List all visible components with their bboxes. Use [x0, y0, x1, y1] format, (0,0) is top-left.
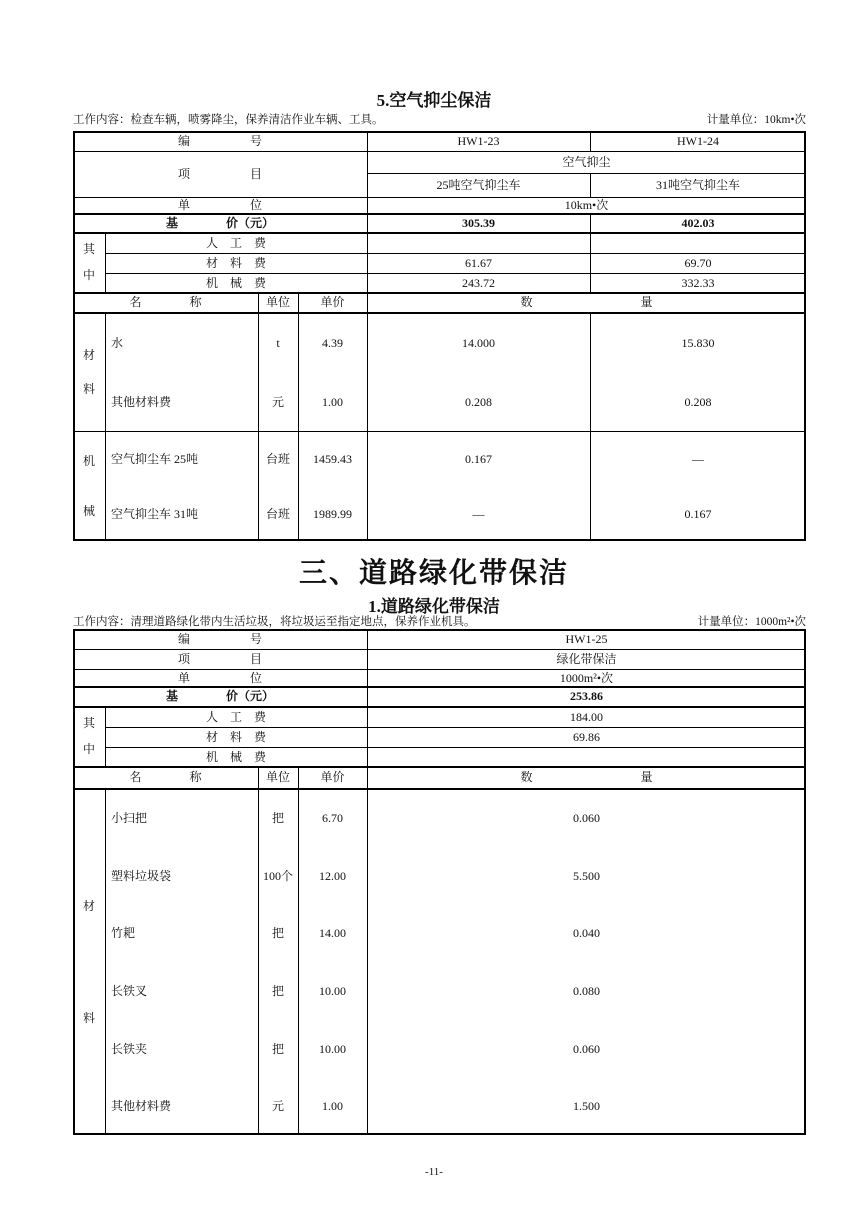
base-price-value: 253.86 [570, 689, 603, 703]
section5-unit-note: 计量单位：10km•次 [706, 114, 806, 126]
material-unit: 把 [271, 984, 284, 998]
labor-fee-value: 184.00 [570, 709, 603, 724]
material-qty: 0.060 [573, 811, 600, 825]
code-value: HW1-25 [565, 632, 608, 646]
material-unit: 元 [271, 394, 284, 409]
machine-fee-label: 机 械 费 [205, 749, 266, 764]
machine-group-label [73, 431, 105, 541]
machine-qty: — [472, 506, 485, 521]
item-label: 项 目 [177, 652, 262, 666]
code-label: 编 号 [177, 134, 262, 148]
unit-value: 1000m²•次 [559, 670, 614, 685]
machine-qty: 0.167 [684, 506, 712, 521]
price-header: 单价 [320, 770, 345, 784]
material-unit: t [276, 335, 280, 350]
machine-fee-label: 机 械 费 [205, 275, 266, 290]
among-char-2: 中 [82, 268, 95, 282]
code-value: HW1-24 [677, 134, 719, 148]
unit-header: 单位 [265, 295, 290, 309]
machine-name: 空气抑尘车 31吨 [111, 506, 199, 521]
among-label [73, 232, 105, 292]
name-header: 名 称 [129, 770, 202, 784]
item-label: 项 目 [177, 167, 262, 181]
material-name: 水 [111, 335, 124, 350]
section3-title: 三、道路绿化带保洁 [298, 557, 569, 588]
machine-unit: 台班 [265, 506, 290, 521]
material-char-2: 料 [82, 1011, 95, 1025]
material-group-label [73, 313, 105, 431]
quantity-header: 数 量 [520, 770, 653, 784]
item-value: 25吨空气抑尘车 [436, 178, 521, 192]
among-char-1: 其 [82, 716, 95, 730]
machine-fee-value [367, 747, 806, 766]
page-number: -11- [425, 1166, 443, 1178]
quantity-header: 数 量 [520, 295, 653, 309]
machine-qty: 0.167 [465, 451, 492, 466]
base-price-label: 基 价（元） [165, 215, 274, 230]
material-qty: 15.830 [681, 335, 715, 350]
among-char-1: 其 [82, 242, 95, 256]
item-value: 31吨空气抑尘车 [655, 178, 740, 192]
material-qty: 14.000 [462, 335, 495, 350]
material-qty: 1.500 [573, 1099, 600, 1113]
price-header: 单价 [320, 295, 345, 309]
material-qty: 0.080 [573, 984, 600, 998]
material-char-1: 材 [82, 899, 95, 913]
material-price: 4.39 [322, 335, 343, 350]
item-value: 绿化带保洁 [556, 652, 617, 666]
material-fee-label: 材 料 费 [205, 730, 266, 744]
labor-fee-label: 人 工 费 [205, 235, 266, 250]
material-qty: 0.208 [465, 394, 492, 409]
material-qty: 0.208 [684, 394, 712, 409]
machine-fee-value: 332.33 [681, 275, 715, 290]
among-label [73, 706, 105, 766]
labor-fee-label: 人 工 费 [205, 709, 266, 724]
material-price: 14.00 [319, 926, 346, 940]
section5-title: 5.空气抑尘保洁 [376, 91, 492, 110]
material-name: 小扫把 [111, 811, 148, 825]
machine-name: 空气抑尘车 25吨 [111, 451, 199, 466]
machine-price: 1459.43 [313, 451, 352, 466]
material-fee-value: 69.70 [684, 256, 712, 270]
material-unit: 把 [271, 811, 284, 825]
material-name: 长铁夹 [111, 1041, 148, 1056]
material-unit: 把 [271, 926, 284, 940]
unit-value: 10km•次 [564, 198, 609, 212]
machine-char-2: 械 [82, 504, 95, 518]
section5-work-content: 工作内容：检查车辆，喷雾降尘，保养清洁作业车辆、工具。 [73, 114, 384, 126]
unit-label: 单 位 [177, 198, 262, 212]
material-unit: 元 [271, 1099, 284, 1113]
material-group-label [73, 789, 105, 1135]
machine-price: 1989.99 [313, 506, 352, 521]
material-price: 12.00 [319, 868, 346, 883]
material-qty: 0.060 [573, 1041, 600, 1056]
material-fee-value: 69.86 [573, 730, 600, 744]
base-price-value: 402.03 [681, 215, 715, 230]
material-char-1: 材 [82, 348, 95, 362]
section3-unit-note: 计量单位：1000m²•次 [697, 616, 806, 628]
material-unit: 100个 [262, 868, 293, 883]
machine-fee-value: 243.72 [462, 275, 495, 290]
unit-label: 单 位 [177, 670, 262, 685]
material-qty: 5.500 [573, 868, 600, 883]
material-fee-label: 材 料 费 [205, 256, 266, 270]
material-price: 6.70 [322, 811, 343, 825]
material-name: 长铁叉 [111, 984, 148, 998]
section3-subtitle: 1.道路绿化带保洁 [368, 597, 500, 616]
material-char-2: 料 [82, 382, 95, 396]
material-fee-value: 61.67 [465, 256, 492, 270]
material-unit: 把 [271, 1041, 284, 1056]
material-price: 1.00 [322, 394, 343, 409]
among-char-2: 中 [82, 742, 95, 756]
name-header: 名 称 [129, 295, 202, 309]
base-price-value: 305.39 [462, 215, 495, 230]
item-group-value: 空气抑尘 [562, 155, 611, 169]
material-name: 竹耙 [111, 926, 136, 940]
material-name: 其他材料费 [111, 1099, 172, 1113]
material-name: 其他材料费 [111, 394, 172, 409]
section3-work-content: 工作内容：清理道路绿化带内生活垃圾，将垃圾运至指定地点，保养作业机具。 [73, 616, 476, 628]
material-price: 10.00 [319, 1041, 346, 1056]
machine-qty: — [692, 451, 704, 466]
base-price-label: 基 价（元） [165, 689, 274, 703]
material-name: 塑料垃圾袋 [111, 868, 172, 883]
material-qty: 0.040 [573, 926, 600, 940]
machine-unit: 台班 [265, 451, 290, 466]
material-price: 1.00 [322, 1099, 343, 1113]
code-value: HW1-23 [457, 134, 500, 148]
unit-header: 单位 [265, 770, 290, 784]
code-label: 编 号 [177, 632, 262, 646]
machine-char-1: 机 [82, 454, 95, 468]
material-price: 10.00 [319, 984, 346, 998]
